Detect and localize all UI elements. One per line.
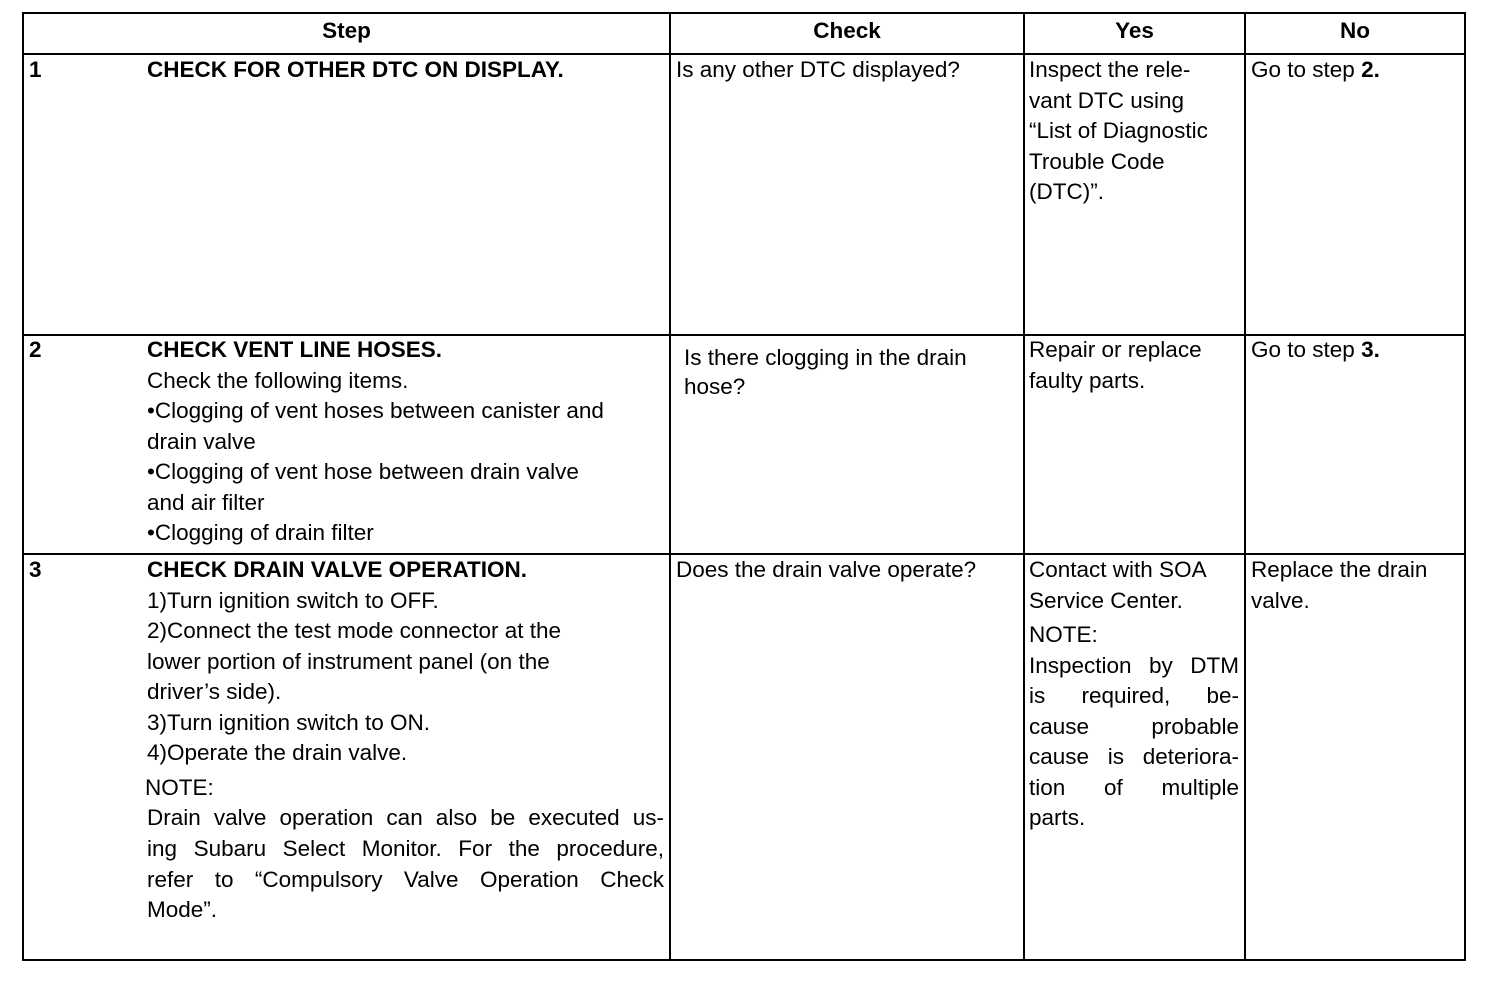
step-link-label: 2. (1361, 57, 1380, 82)
text-line: (DTC)”. (1029, 179, 1104, 204)
note-line: is required, be- (1029, 683, 1239, 708)
text-line: Check the following items. (147, 367, 409, 393)
text-line: Inspect the rele- (1029, 57, 1191, 82)
text-line: 1)Turn ignition switch to OFF. (147, 587, 439, 613)
no-action (1251, 555, 1427, 616)
header-check: Check (813, 18, 881, 43)
yes-action (1029, 335, 1202, 396)
note-line: cause probable (1029, 713, 1239, 739)
text-line: Service Center. (1029, 587, 1183, 613)
note-line: refer to “Compulsory Valve Operation Check (147, 866, 664, 892)
text-line: •Clogging of drain filter (147, 520, 374, 545)
note-line: ing Subaru Select Monitor. For the procedure, (147, 835, 664, 861)
note-line: cause is deteriora- (1029, 744, 1239, 769)
text-line: Repair or replace (1029, 337, 1202, 362)
no-text: Go to step (1251, 57, 1362, 82)
header-yes: Yes (1115, 18, 1154, 43)
header-no: No (1340, 18, 1370, 43)
note-line: Inspection by DTM (1029, 652, 1239, 678)
text-line: •Clogging of vent hoses between canister and (147, 398, 604, 423)
column-divider (1023, 14, 1025, 959)
text-line: faulty parts. (1029, 367, 1146, 393)
text-line: 4)Operate the drain valve. (147, 740, 408, 765)
note-line: Drain valve operation can also be executed us- (147, 805, 664, 830)
yes-action (1029, 55, 1241, 208)
note-line: tion of multiple (1029, 774, 1239, 800)
text-line: Contact with SOA (1029, 557, 1207, 582)
text-line: 2)Connect the test mode connector at the (147, 618, 561, 643)
text-line: •Clogging of vent hose between drain valve (147, 459, 579, 484)
step-number: 3 (29, 557, 42, 582)
no-text: Go to step (1251, 337, 1362, 362)
step-link-label: 3. (1361, 337, 1380, 362)
note-line: parts. (1029, 805, 1086, 830)
note-label: NOTE: (145, 774, 214, 800)
text-line: drain valve (147, 428, 256, 454)
check-question: Does the drain valve operate? (676, 557, 977, 582)
text-line: “List of Diagnostic (1029, 118, 1208, 143)
text-line: driver’s side). (147, 679, 282, 704)
text-line: valve. (1251, 587, 1310, 613)
text-line: lower portion of instrument panel (on the (147, 648, 550, 674)
yes-action (1029, 555, 1239, 834)
step-title: CHECK VENT LINE HOSES. (147, 337, 443, 362)
note-line: Mode”. (147, 897, 218, 923)
step-body (147, 555, 664, 926)
no-action (1251, 55, 1380, 86)
step-number: 1 (29, 57, 42, 82)
step-title: CHECK FOR OTHER DTC ON DISPLAY. (147, 57, 564, 82)
text-line: Replace the drain (1251, 557, 1428, 582)
step-body (147, 335, 667, 549)
diagnostic-table (22, 12, 1466, 961)
check-question (684, 343, 967, 401)
text-line: hose? (684, 374, 746, 399)
text-line: 3)Turn ignition switch to ON. (147, 709, 431, 735)
column-divider (1244, 14, 1246, 959)
step-title: CHECK DRAIN VALVE OPERATION. (147, 557, 528, 582)
text-line: vant DTC using (1029, 87, 1185, 113)
column-divider (669, 14, 671, 959)
check-question: Is any other DTC displayed? (676, 57, 960, 82)
text-line: Trouble Code (1029, 148, 1165, 174)
text-line: Is there clogging in the drain (684, 345, 967, 370)
text-line: and air filter (147, 489, 265, 515)
header-step: Step (322, 18, 371, 43)
step-number: 2 (29, 337, 42, 362)
note-label: NOTE: (1029, 622, 1098, 647)
no-action (1251, 335, 1380, 366)
